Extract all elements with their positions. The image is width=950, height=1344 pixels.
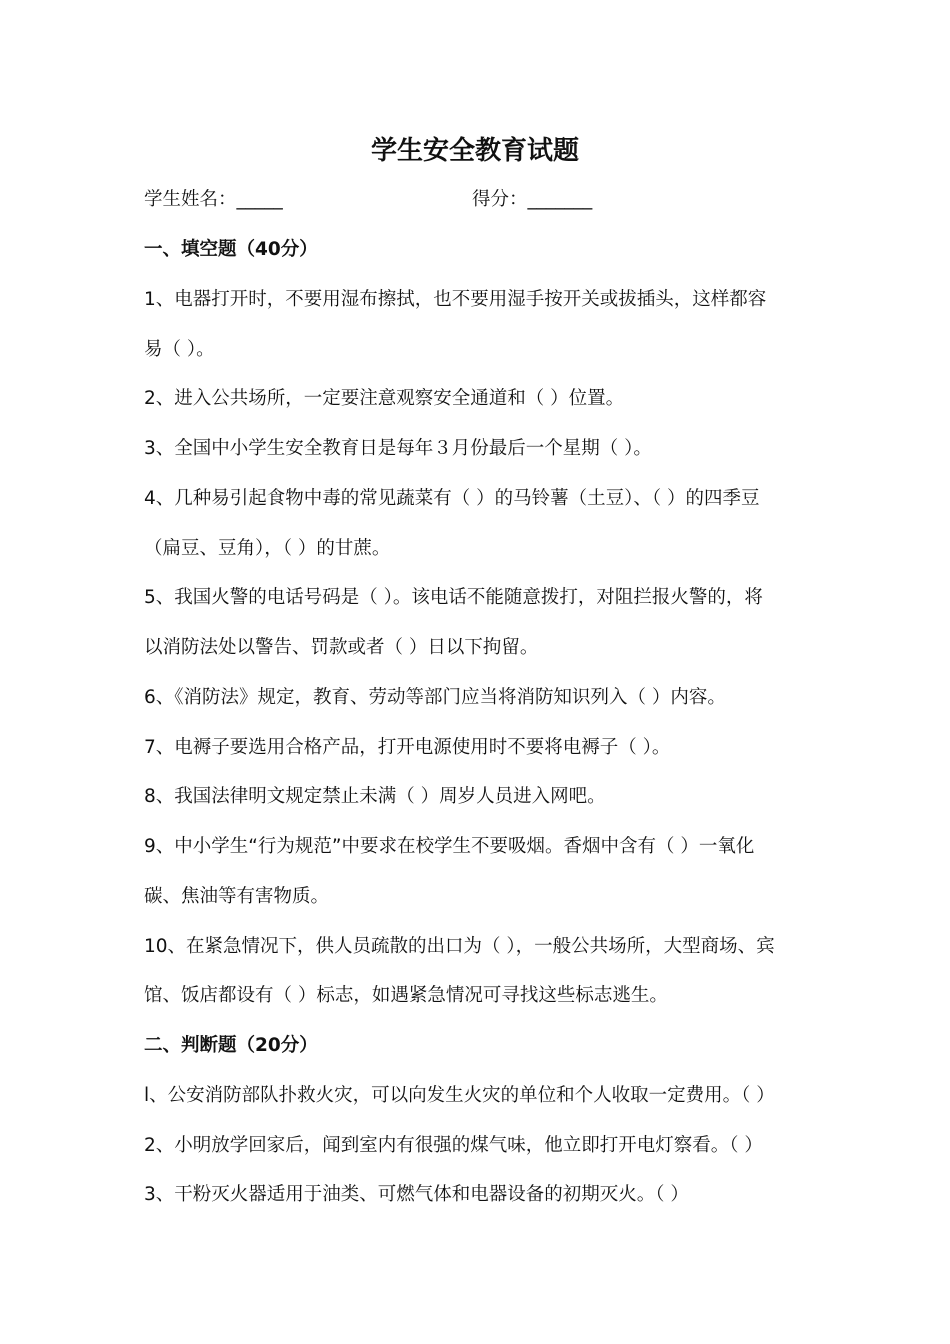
question-line: （扁豆、豆角），（ ）的甘蔗。 <box>144 538 391 559</box>
question-line: 7、电褥子要选用合格产品，打开电源使用时不要将电褥子（ ）。 <box>144 737 671 758</box>
question-line: 3、全国中小学生安全教育日是每年３月份最后一个星期（ ）。 <box>144 438 652 459</box>
judgement-line: l、公安消防部队扑救火灾，可以向发生火灾的单位和个人收取一定费用。（ ） <box>144 1085 775 1106</box>
question-line: 2、进入公共场所，一定要注意观察安全通道和（ ）位置。 <box>144 388 625 409</box>
section-fill-blank-title: 一、填空题（40分） <box>144 239 318 260</box>
question-line: 10、在紧急情况下，供人员疏散的出口为（ ），一般公共场所，大型商场、宾 <box>144 936 775 957</box>
judgement-line: 2、小明放学回家后，闻到室内有很强的煤气味，他立即打开电灯察看。（ ） <box>144 1135 763 1156</box>
question-line: 1、电器打开时，不要用湿布擦拭，也不要用湿手按开关或拔插头，这样都容 <box>144 289 767 310</box>
document-title: 学生安全教育试题 <box>370 136 579 166</box>
question-line: 8、我国法律明文规定禁止未满（ ）周岁人员进入网吧。 <box>144 786 606 807</box>
question-line: 以消防法处以警告、罚款或者（ ）日以下拘留。 <box>144 637 539 658</box>
question-line: 易（ ）。 <box>144 339 215 360</box>
score-field: 得分：_______ <box>472 189 593 210</box>
question-line: 碳、焦油等有害物质。 <box>144 886 330 907</box>
question-line: 4、几种易引起食物中毒的常见蔬菜有（ ）的马铃薯（土豆）、（ ）的四季豆 <box>144 488 760 509</box>
student-name-field: 学生姓名：_____ <box>144 189 283 210</box>
section-judgement-title: 二、判断题（20分） <box>144 1035 318 1056</box>
question-line: 馆、饭店都设有（ ）标志，如遇紧急情况可寻找这些标志逃生。 <box>144 985 668 1006</box>
question-line: 5、我国火警的电话号码是（ ）。该电话不能随意拨打，对阻拦报火警的，将 <box>144 587 763 608</box>
question-line: 9、中小学生“行为规范”中要求在校学生不要吸烟。香烟中含有（ ）一氧化 <box>144 836 755 857</box>
question-line: 6、《消防法》规定，教育、劳动等部门应当将消防知识列入（ ）内容。 <box>144 687 726 708</box>
judgement-line: 3、干粉灭火器适用于油类、可燃气体和电器设备的初期灭火。（ ） <box>144 1184 689 1205</box>
